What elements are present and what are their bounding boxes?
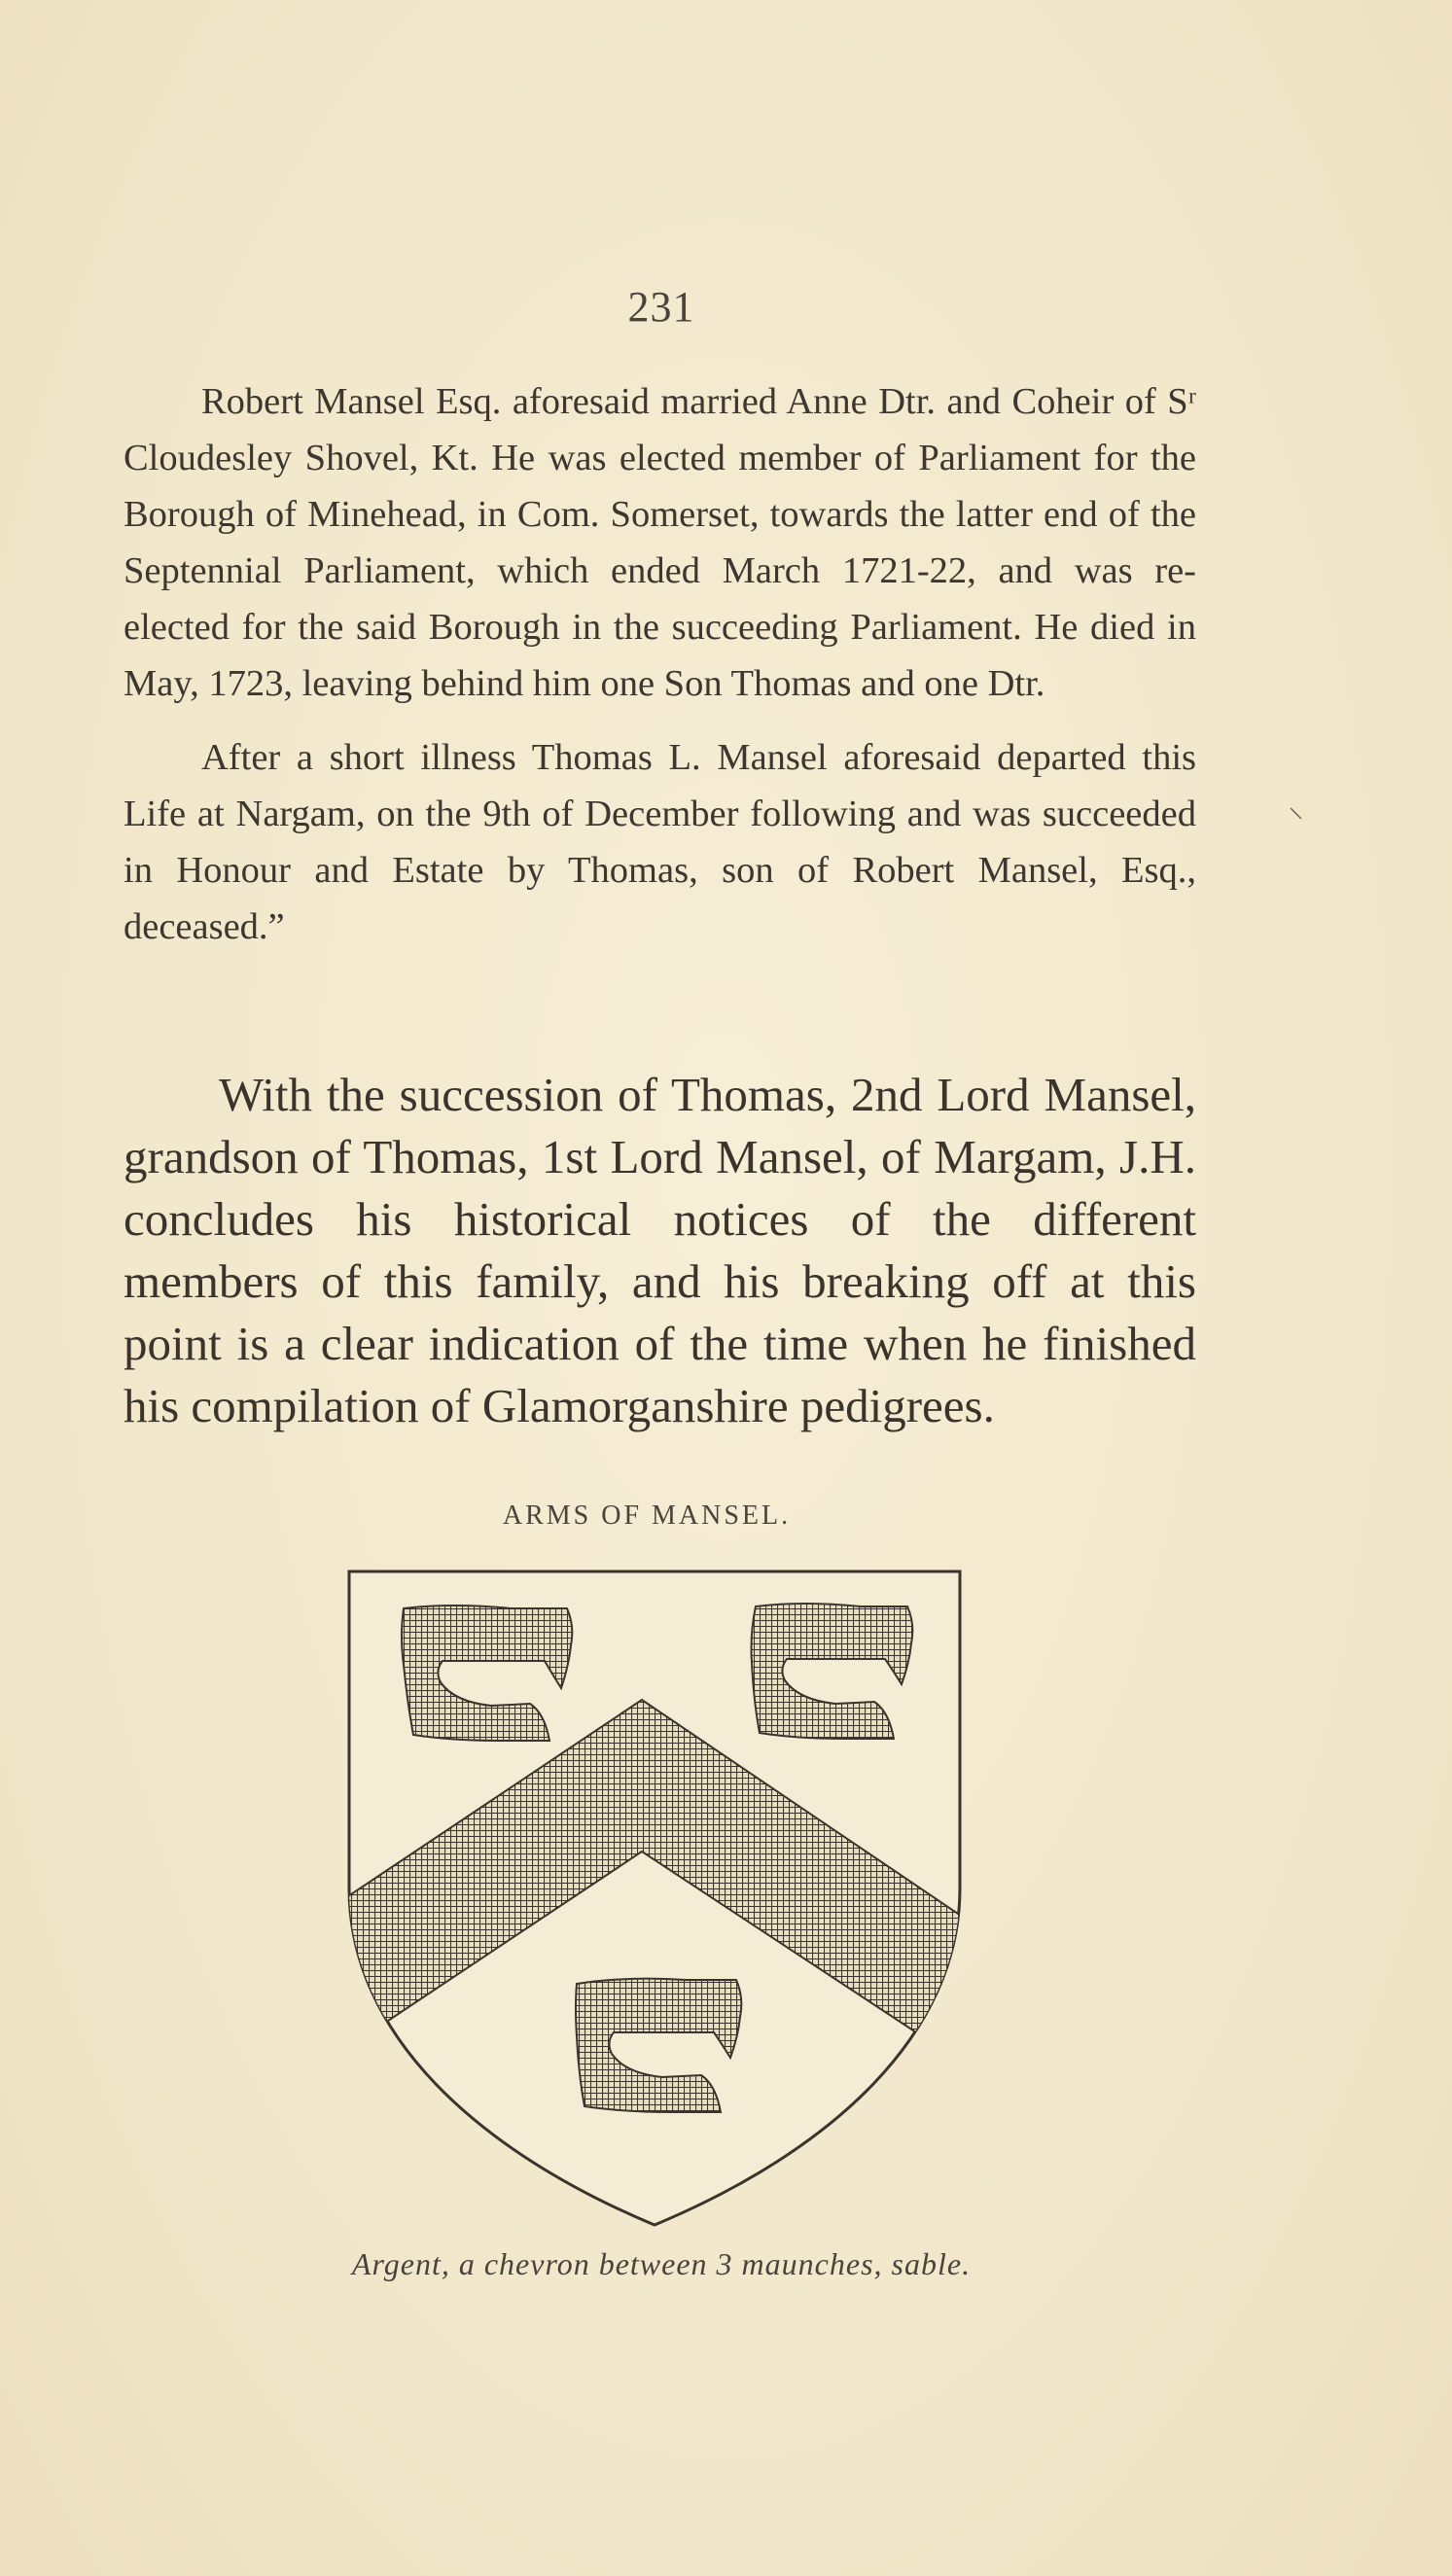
quote-paragraph: Robert Mansel Esq. aforesaid married Anne Dtr. and Coheir of Sʳ Cloudesley Shovel, Kt. He was elected member of Parliament for the Borough of Minehead, in Com. Somerset, towards the latter end of the Septennial Parliament, which ended March 1721-22, and was re-elected for the said Borough in the succeeding Parliament. He died in May, 1723, leaving behind him one Son Thomas and one Dtr.: [124, 381, 1196, 704]
quoted-text-block: [124, 373, 1196, 955]
main-paragraph: [124, 1064, 1196, 1437]
main-paragraph-text: With the succession of Thomas, 2nd Lord Mansel, grandson of Thomas, 1st Lord Mansel, of Margam, J.H. concludes his historical notices of the different members of this family, and his breaking off at this point is a clear indication of the time when he finished his compilation of Glamorganshire pedigrees.: [124, 1068, 1196, 1432]
margin-mark: [1290, 807, 1303, 821]
shield-illustration: [345, 1568, 964, 2229]
quote-paragraph: After a short illness Thomas L. Mansel aforesaid departed this Life at Nargam, on the 9th of December following and was succeeded in Honour and Estate by Thomas, son of Robert Mansel, Esq., deceased.”: [124, 737, 1196, 947]
coat-of-arms: [345, 1568, 964, 2229]
blazon-caption: Argent, a chevron between 3 maunches, sable.: [351, 2246, 972, 2281]
page-number: 231: [627, 283, 695, 331]
arms-heading: ARMS OF MANSEL.: [502, 1500, 792, 1531]
